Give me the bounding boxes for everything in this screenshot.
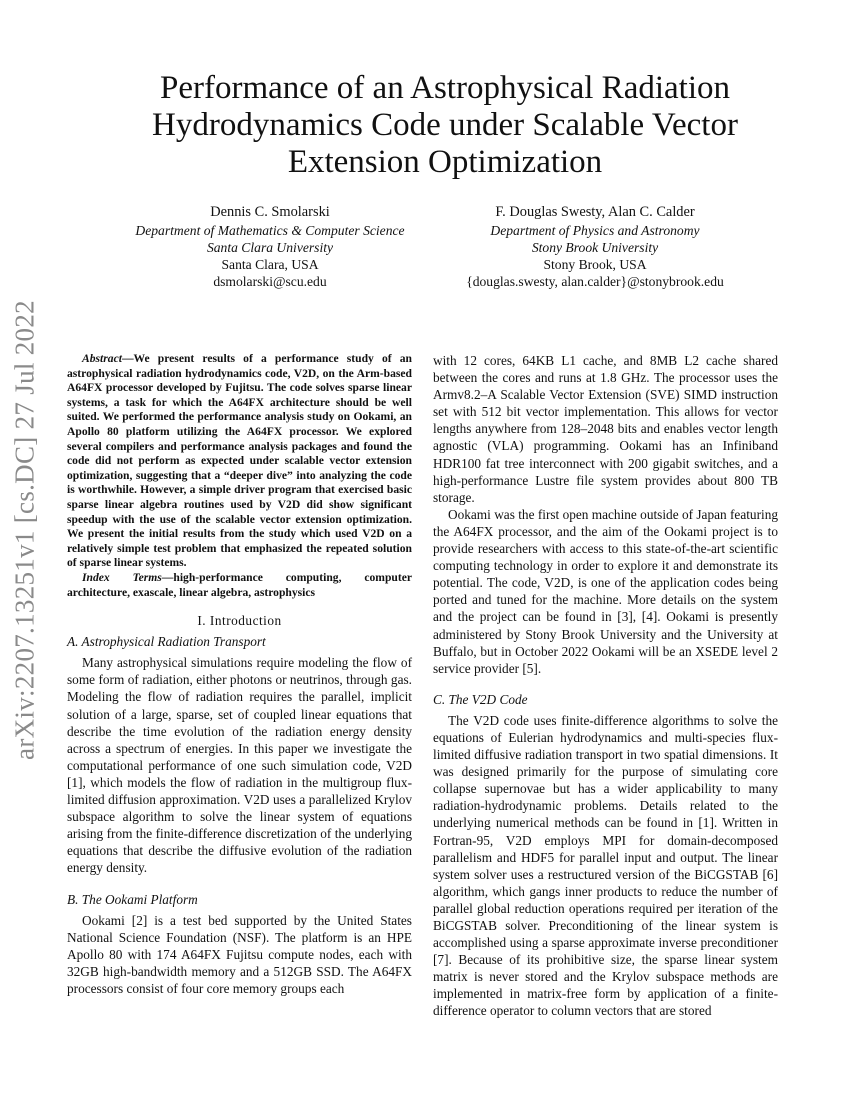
title-line-2: Hydrodynamics Code under Scalable Vector xyxy=(152,107,738,143)
author-email: dsmolarski@scu.edu xyxy=(213,274,327,289)
author-email: {douglas.swesty, alan.calder}@stonybrook.edu xyxy=(466,274,724,289)
index-terms xyxy=(67,571,412,600)
arxiv-sidebar xyxy=(8,280,42,780)
author-university: Stony Brook University xyxy=(531,240,659,255)
paragraph-ookami-project: Ookami was the first open machine outside of Japan featuring the A64FX processor, and the aim of the Ookami project is to provide researchers with access to this state-of-the-art scientific computing technology in order to explore it and demonstrate its potential. The code, V2D, is one of the application codes being ported and tuned for the machine. More details on the system and the project can be found in [3], [4]. Ookami is presently administered by Stony Brook University and the University at Buffalo, but in October 2022 Ookami will be an XSEDE level 2 service provider [5]. xyxy=(433,506,778,676)
author-block-2 xyxy=(435,204,755,290)
abstract-label: Abstract xyxy=(82,352,122,365)
paragraph-v2d-code: The V2D code uses finite-difference algorithms to solve the equations of Eulerian hydrodynamics and multi-species flux-limited diffusive radiation transport in two spatial dimensions. It was designed primarily for the purpose of simulating core collapse supernovae but has a wider applicability to many radiation-hydrodynamic problems. Details related to the underlying numerical methods can be found in [1]. Written in Fortran-95, V2D employs MPI for domain-decomposed parallelism and HDF5 for parallel input and output. The linear system solver uses a restructured version of the BiCGSTAB [6] algorithm, which gangs inner products to reduce the number of parallel global reduction operations required per iteration of the BiCGSTAB solver. Preconditioning of the linear system is accomplished using a sparse approximate inverse preconditioner [7]. Because of its prohibitive size, the sparse linear system matrix is never stored and the Krylov subspace methods are implemented in matrix-free form by application of a finite-difference operator to column vectors that are stored xyxy=(433,712,778,1019)
abstract xyxy=(67,352,412,571)
paragraph-radiation-transport: Many astrophysical simulations require modeling the flow of some form of radiation, either photons or neutrinos, through gas. Modeling the flow of radiation requires the parallel, implicit solution of a large, sparse, set of coupled linear equations that describe the time evolution of the radiation energy density across a spectrum of energies. In this paper we investigate the computational performance of one such simulation code, V2D [1], which models the flow of radiation in the multigroup flux-limited diffusion approximation. V2D uses a parallelized Krylov subspace algorithm to solve the linear system of equations arising from the finite-difference discretization of the underlying equations that describe the diffusive evolution of the radiation energy density. xyxy=(67,655,412,876)
abstract-text: —We present results of a performance study of an astrophysical radiation hydrodynamics code, V2D, on the Arm-based A64FX processor developed by Fujitsu. The code solves sparse linear systems, a task for which the A64FX architecture should be well suited. We performed the performance analysis study on Ookami, an Apollo 80 platform utilizing the A64FX processor. We explored several compilers and performance analysis packages and found the code did not perform as expected under scalable vector extension optimization, suggesting that a “deeper dive” into analyzing the code is worthwhile. However, a simple driver program that exercised basic sparse linear algebra routines used by V2D did show significant speedup with the use of the scalable vector extension optimization. We present the initial results from the study which used V2D on a relatively simple test problem that emphasized the repeated solution of sparse linear systems. xyxy=(67,352,412,570)
title-line-1: Performance of an Astrophysical Radiation xyxy=(159,70,730,106)
author-name: F. Douglas Swesty, Alan C. Calder xyxy=(495,204,695,220)
right-column xyxy=(433,352,778,1020)
paragraph-ookami-platform: Ookami [2] is a test bed supported by the United States National Science Foundation (NSF). The platform is an HPE Apollo 80 with 174 A64FX Fujitsu compute nodes, each with 32GB high-bandwidth memory and a 512GB SSD. The A64FX processors consist of four core memory groups each xyxy=(67,912,412,996)
arxiv-identifier: arXiv:2207.13251v1 [cs.DC] 27 Jul 2022 xyxy=(9,300,40,760)
subsection-heading-c: C. The V2D Code xyxy=(433,691,528,707)
author-department: Department of Mathematics & Computer Science xyxy=(135,223,405,238)
subsection-heading-a: A. Astrophysical Radiation Transport xyxy=(67,634,266,650)
author-location: Stony Brook, USA xyxy=(543,257,647,272)
author-location: Santa Clara, USA xyxy=(221,257,319,272)
author-block-1 xyxy=(110,204,430,290)
index-terms-label: Index Terms xyxy=(82,570,162,584)
index-terms-text: —high-performance computing, computer architecture, exascale, linear algebra, astrophysics xyxy=(67,570,412,599)
author-name: Dennis C. Smolarski xyxy=(210,204,330,220)
paragraph-ookami-platform-continued: with 12 cores, 64KB L1 cache, and 8MB L2 cache shared between the cores and runs at 1.8 GHz. The processor uses the Armv8.2–A Scalable Vector Extension (SVE) SIMD instruction set with 512 bit vector implementation. This allows for vector lengths anywhere from 128–2048 bits and enables vector length agnostic (VLA) programming. Ookami has an Infiniband HDR100 fat tree interconnect with 200 gigabit switches, and a high-performance Lustre file system provides about 800 TB storage. xyxy=(433,353,778,505)
paper-title xyxy=(60,70,830,181)
section-heading-introduction: I. Introduction xyxy=(197,613,282,629)
subsection-heading-b: B. The Ookami Platform xyxy=(67,891,198,907)
author-university: Santa Clara University xyxy=(206,240,334,255)
left-column xyxy=(67,352,412,997)
author-department: Department of Physics and Astronomy xyxy=(490,223,700,238)
title-line-3: Extension Optimization xyxy=(287,144,603,180)
